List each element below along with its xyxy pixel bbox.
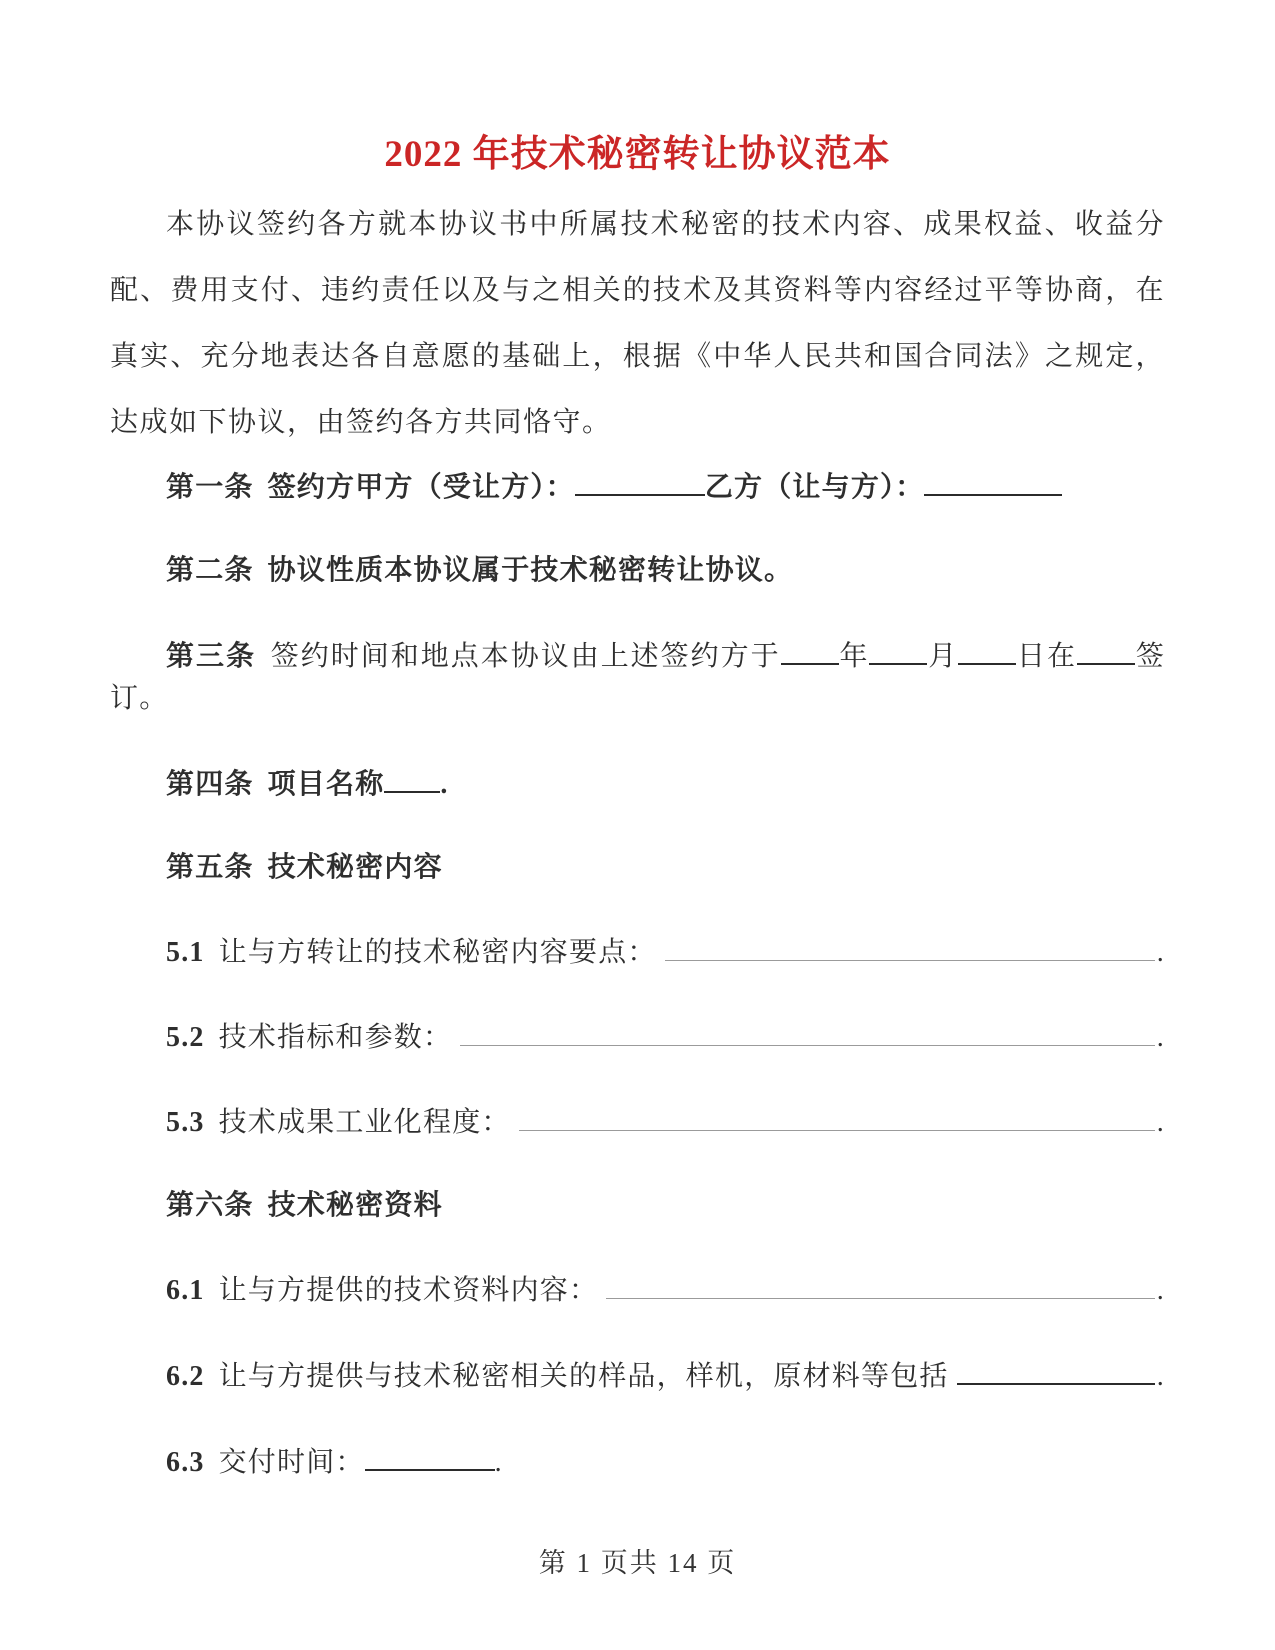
subclause-6-3-number: 6.3: [166, 1447, 205, 1478]
intro-line: 达成如下协议，由签约各方共同恪守。: [110, 407, 612, 438]
clause-1: [110, 464, 1165, 509]
subclause-5-3: [110, 1100, 1165, 1144]
clause-3-unit-day: 日在: [1016, 641, 1078, 672]
clause-3-text: 签约时间和地点本协议由上述签约方于: [269, 641, 781, 672]
clause-4-text: 项目名称: [267, 769, 385, 800]
clause-6-text: 技术秘密资料: [267, 1190, 443, 1221]
clause-3-unit-month: 月: [927, 641, 959, 672]
clause-3: [110, 633, 1165, 678]
clause-6: [110, 1185, 1165, 1227]
subclause-6-2-text: 让与方提供与技术秘密相关的样品，样机，原材料等包括: [218, 1361, 949, 1392]
subclause-6-2-number: 6.2: [166, 1361, 205, 1392]
clause-4: [110, 761, 1165, 806]
clause-2: [110, 550, 1165, 592]
clause-4-number: 第四条: [166, 769, 254, 800]
intro-line: 本协议签约各方就本协议书中所属技术秘密的技术内容、成果权益、收益分: [166, 209, 1165, 240]
subclause-6-3-period: .: [494, 1447, 503, 1478]
intro-line: 配、费用支付、违约责任以及与之相关的技术及其资料等内容经过平等协商，在: [110, 275, 1165, 306]
subclause-6-2-period: .: [1156, 1361, 1165, 1392]
clause-5: [110, 847, 1165, 889]
clause-1-label-party-b: 乙方（让与方）：: [704, 472, 925, 503]
clause-3-line-1: [166, 633, 1165, 678]
clause-4-period: .: [440, 769, 449, 800]
subclause-5-1: [110, 930, 1165, 974]
blank-field-party-b: [924, 464, 1062, 496]
subclause-6-1: [110, 1268, 1165, 1312]
clause-3-unit-year: 年: [838, 641, 870, 672]
clause-3-wrap-text: 订。: [110, 683, 169, 714]
page-footer: 第 1 页共 14 页: [538, 1548, 737, 1578]
subclause-6-3: [110, 1439, 1165, 1484]
clause-3-number: 第三条: [166, 641, 256, 672]
blank-field-place: [1077, 633, 1135, 665]
clause-2-number: 第二条: [166, 555, 254, 586]
clause-3-text-sign: 签: [1135, 641, 1166, 672]
subclause-5-3-number: 5.3: [166, 1107, 205, 1138]
document-title: 2022 年技术秘密转让协议范本: [384, 134, 891, 175]
subclause-6-2: [110, 1353, 1165, 1398]
subclause-6-1-text: 让与方提供的技术资料内容：: [218, 1275, 599, 1306]
subclause-5-2-text: 技术指标和参数：: [218, 1022, 453, 1053]
subclause-5-1-text: 让与方转让的技术秘密内容要点：: [218, 937, 657, 968]
clause-5-text: 技术秘密内容: [267, 852, 443, 883]
blank-field-secret-points: [665, 930, 1155, 961]
blank-field-year: [781, 633, 839, 665]
blank-field-samples: [957, 1353, 1155, 1385]
clause-6-number: 第六条: [166, 1190, 254, 1221]
subclause-5-1-number: 5.1: [166, 937, 205, 968]
blank-field-industrialization: [519, 1100, 1155, 1131]
blank-field-materials-content: [606, 1268, 1155, 1299]
subclause-5-3-period: .: [1156, 1107, 1165, 1138]
blank-field-party-a: [575, 464, 705, 496]
subclause-5-2-number: 5.2: [166, 1022, 205, 1053]
clause-3-line-2: [110, 678, 1165, 720]
subclause-5-1-period: .: [1156, 937, 1165, 968]
subclause-6-1-period: .: [1156, 1275, 1165, 1306]
intro-paragraph: [110, 192, 1165, 456]
subclause-6-1-number: 6.1: [166, 1275, 205, 1306]
clause-5-number: 第五条: [166, 852, 254, 883]
subclause-5-2: [110, 1015, 1165, 1059]
intro-line: 真实、充分地表达各自意愿的基础上，根据《中华人民共和国合同法》之规定，: [110, 341, 1165, 372]
subclause-5-3-text: 技术成果工业化程度：: [218, 1107, 511, 1138]
subclause-5-2-period: .: [1156, 1022, 1165, 1053]
blank-field-project-name: [384, 761, 440, 793]
blank-field-month: [869, 633, 927, 665]
clause-1-label-party-a: 签约方甲方（受让方）：: [267, 472, 575, 503]
clause-2-text: 协议性质本协议属于技术秘密转让协议。: [267, 555, 794, 586]
blank-field-tech-parameters: [460, 1015, 1155, 1046]
subclause-6-3-text: 交付时间：: [218, 1447, 365, 1478]
clause-1-number: 第一条: [166, 472, 254, 503]
blank-field-day: [958, 633, 1016, 665]
blank-field-delivery-time: [365, 1439, 495, 1471]
